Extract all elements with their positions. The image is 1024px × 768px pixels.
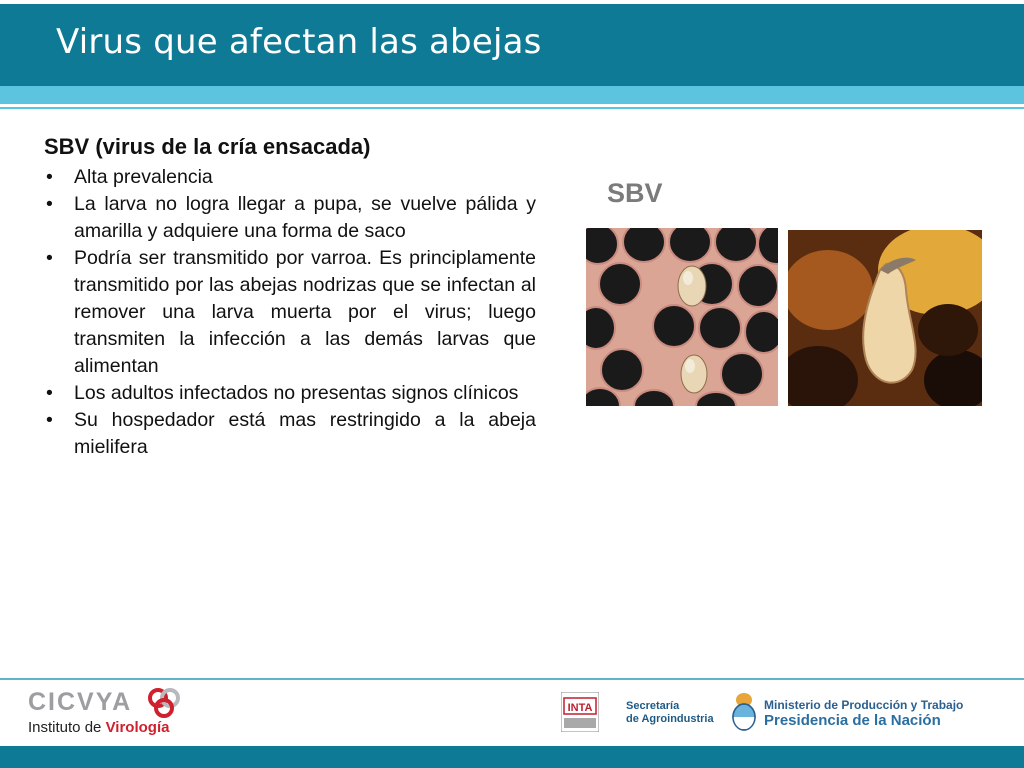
secretaria-line1: Secretaría <box>626 700 680 712</box>
cicvya-logo <box>28 688 198 742</box>
secretaria-line2: de Agroindustria <box>626 713 714 725</box>
bullet-list <box>44 164 536 461</box>
footer-divider <box>0 678 1024 680</box>
cicvya-logo-text: CICVYA <box>28 688 133 716</box>
header-divider <box>0 107 1024 109</box>
content-area <box>44 134 536 461</box>
sacbrood-larva-image <box>788 230 982 406</box>
bullet-item: • Alta prevalencia <box>44 164 536 191</box>
ministerio-logo <box>764 698 963 730</box>
footer-bar <box>0 746 1024 768</box>
sacbrood-larva-photo <box>788 230 982 406</box>
figure-label: SBV <box>607 178 663 208</box>
brood-comb-photo <box>586 228 778 406</box>
bullet-item: • Los adultos infectados no presentas signos clínicos <box>44 380 536 407</box>
slide-title: Virus que afectan las abejas <box>56 22 542 62</box>
inta-logo-text: INTA <box>567 702 593 714</box>
cicvya-subtitle-accent: Virología <box>105 719 170 736</box>
brood-comb-image <box>586 228 778 406</box>
cicvya-subtitle <box>28 719 169 736</box>
ministerio-line2: Presidencia de la Nación <box>764 712 941 729</box>
secretaria-logo <box>626 700 714 726</box>
header-stripe <box>0 86 1024 104</box>
cicvya-knot-icon <box>146 686 182 720</box>
national-shield-icon <box>730 692 758 732</box>
inta-logo <box>561 692 599 732</box>
section-heading: SBV (virus de la cría ensacada) <box>44 134 371 159</box>
bullet-item: • La larva no logra llegar a pupa, se vuelve pálida y amarilla y adquiere una forma de saco <box>44 191 536 245</box>
bullet-item: • Podría ser transmitido por varroa. Es principlamente transmitido por las abejas nodrizas que se infectan al remover una larva muerta por el virus; luego transmiten la infección a las demás larvas que alimentan <box>44 245 536 380</box>
cicvya-subtitle-prefix: Instituto de <box>28 719 106 736</box>
bullet-item: • Su hospedador está mas restringido a la abeja mielifera <box>44 407 536 461</box>
ministerio-line1: Ministerio de Producción y Trabajo <box>764 698 964 712</box>
